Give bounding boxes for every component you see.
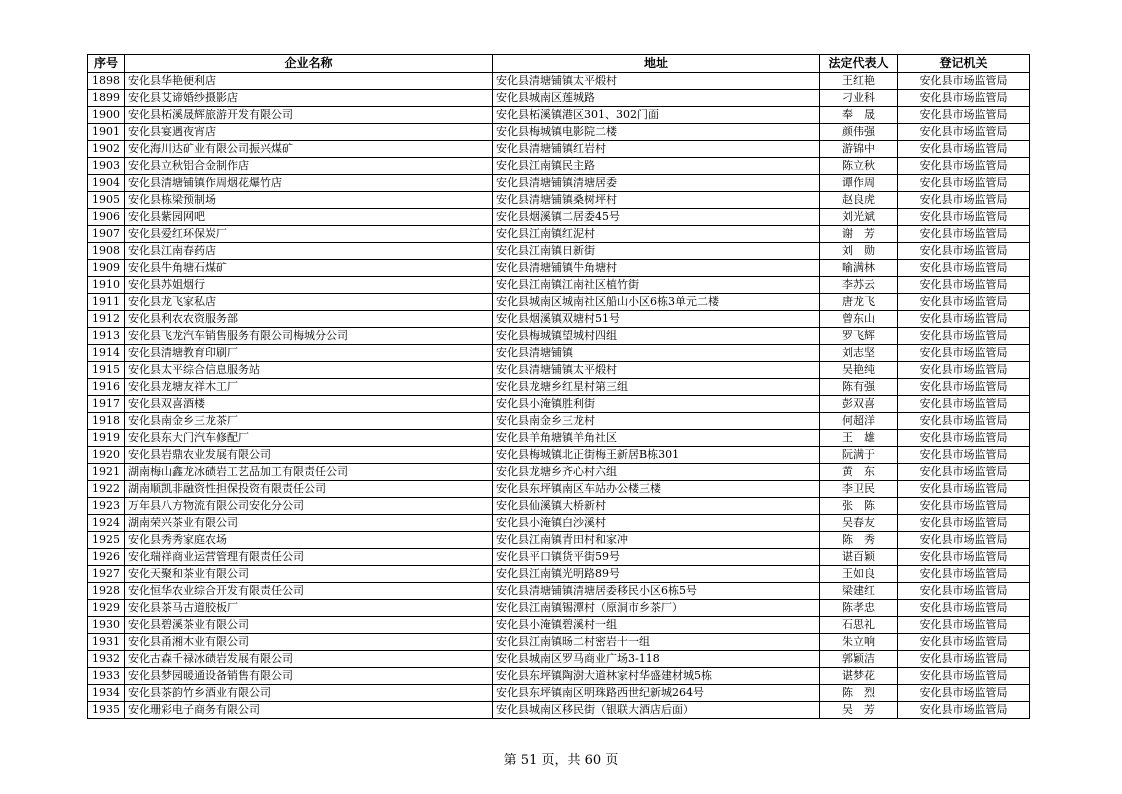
header-address: 地址 xyxy=(493,55,820,73)
cell-registration-authority: 安化县市场监管局 xyxy=(898,311,1030,328)
cell-company-name: 安化县碧溪茶业有限公司 xyxy=(125,617,493,634)
cell-legal-rep: 谌百颖 xyxy=(820,549,898,566)
table-row xyxy=(88,413,1030,430)
cell-company-name: 安化县立秋铝合金制作店 xyxy=(125,158,493,175)
table-row xyxy=(88,209,1030,226)
cell-company-name: 安化县南金乡三龙茶厂 xyxy=(125,413,493,430)
cell-company-name: 安化县太平综合信息服务站 xyxy=(125,362,493,379)
cell-address: 安化县江南镇民主路 xyxy=(493,158,820,175)
cell-address: 安化县江南镇光明路89号 xyxy=(493,566,820,583)
cell-legal-rep: 陈孝忠 xyxy=(820,600,898,617)
page-footer xyxy=(0,749,1122,768)
cell-serial: 1929 xyxy=(88,600,125,617)
cell-company-name: 安化县牛角塘石煤矿 xyxy=(125,260,493,277)
cell-address: 安化县城南区罗马商业广场3-118 xyxy=(493,651,820,668)
cell-serial: 1903 xyxy=(88,158,125,175)
table-row xyxy=(88,345,1030,362)
cell-registration-authority: 安化县市场监管局 xyxy=(898,328,1030,345)
table-row xyxy=(88,73,1030,90)
cell-legal-rep: 颜伟强 xyxy=(820,124,898,141)
table-row xyxy=(88,328,1030,345)
cell-serial: 1910 xyxy=(88,277,125,294)
cell-legal-rep: 王 雄 xyxy=(820,430,898,447)
table-row xyxy=(88,192,1030,209)
cell-legal-rep: 吴 芳 xyxy=(820,702,898,719)
cell-serial: 1930 xyxy=(88,617,125,634)
footer-suffix: 页 xyxy=(605,753,619,768)
cell-legal-rep: 阮满于 xyxy=(820,447,898,464)
cell-address: 安化县平口镇货平街59号 xyxy=(493,549,820,566)
cell-serial: 1928 xyxy=(88,583,125,600)
cell-company-name: 安化县茶韵竹乡酒业有限公司 xyxy=(125,685,493,702)
cell-address: 安化县梅城镇北正街梅王新居B栋301 xyxy=(493,447,820,464)
cell-serial: 1907 xyxy=(88,226,125,243)
cell-registration-authority: 安化县市场监管局 xyxy=(898,277,1030,294)
cell-address: 安化县江南镇锡潭村（原洞市乡茶厂） xyxy=(493,600,820,617)
cell-address: 安化县龙塘乡齐心村六组 xyxy=(493,464,820,481)
cell-address: 安化县东坪镇陶澍大道林家村华盛建材城5栋 xyxy=(493,668,820,685)
cell-serial: 1934 xyxy=(88,685,125,702)
table-row xyxy=(88,379,1030,396)
cell-registration-authority: 安化县市场监管局 xyxy=(898,124,1030,141)
cell-legal-rep: 刁业科 xyxy=(820,90,898,107)
cell-registration-authority: 安化县市场监管局 xyxy=(898,413,1030,430)
cell-address: 安化县梅城镇电影院二楼 xyxy=(493,124,820,141)
cell-legal-rep: 彭双喜 xyxy=(820,396,898,413)
cell-legal-rep: 赵良虎 xyxy=(820,192,898,209)
cell-serial: 1912 xyxy=(88,311,125,328)
cell-address: 安化县城南区莲城路 xyxy=(493,90,820,107)
footer-total-pages: 60 xyxy=(584,753,602,768)
cell-address: 安化县南金乡三龙村 xyxy=(493,413,820,430)
table-row xyxy=(88,515,1030,532)
cell-legal-rep: 刘光斌 xyxy=(820,209,898,226)
cell-serial: 1914 xyxy=(88,345,125,362)
table-row xyxy=(88,175,1030,192)
table-row xyxy=(88,294,1030,311)
cell-serial: 1916 xyxy=(88,379,125,396)
cell-legal-rep: 谭作周 xyxy=(820,175,898,192)
cell-address: 安化县清塘铺镇清塘居委 xyxy=(493,175,820,192)
cell-registration-authority: 安化县市场监管局 xyxy=(898,583,1030,600)
cell-legal-rep: 喻满林 xyxy=(820,260,898,277)
cell-serial: 1898 xyxy=(88,73,125,90)
cell-company-name: 安化县双喜酒楼 xyxy=(125,396,493,413)
cell-company-name: 安化县龙塘友祥木工厂 xyxy=(125,379,493,396)
cell-company-name: 安化县江南春药店 xyxy=(125,243,493,260)
table-body xyxy=(88,73,1030,719)
table-row xyxy=(88,702,1030,719)
cell-address: 安化县江南镇红泥村 xyxy=(493,226,820,243)
header-row xyxy=(88,55,1030,73)
table-row xyxy=(88,668,1030,685)
table-row xyxy=(88,158,1030,175)
cell-registration-authority: 安化县市场监管局 xyxy=(898,651,1030,668)
cell-legal-rep: 朱立响 xyxy=(820,634,898,651)
cell-serial: 1923 xyxy=(88,498,125,515)
cell-legal-rep: 谢 芳 xyxy=(820,226,898,243)
cell-registration-authority: 安化县市场监管局 xyxy=(898,396,1030,413)
cell-address: 安化县龙塘乡红星村第三组 xyxy=(493,379,820,396)
table-row xyxy=(88,277,1030,294)
cell-company-name: 安化县秀秀家庭农场 xyxy=(125,532,493,549)
cell-legal-rep: 王如良 xyxy=(820,566,898,583)
table-row xyxy=(88,107,1030,124)
footer-middle: 页，共 xyxy=(541,753,581,768)
cell-registration-authority: 安化县市场监管局 xyxy=(898,668,1030,685)
cell-address: 安化县清塘铺镇太平煅村 xyxy=(493,73,820,90)
cell-address: 安化县清塘铺镇牛角塘村 xyxy=(493,260,820,277)
cell-serial: 1926 xyxy=(88,549,125,566)
cell-address: 安化县城南区城南社区船山小区6栋3单元二楼 xyxy=(493,294,820,311)
cell-legal-rep: 李卫民 xyxy=(820,481,898,498)
cell-company-name: 安化县清塘铺镇作周烟花爆竹店 xyxy=(125,175,493,192)
cell-registration-authority: 安化县市场监管局 xyxy=(898,634,1030,651)
cell-legal-rep: 吴艳纯 xyxy=(820,362,898,379)
cell-serial: 1919 xyxy=(88,430,125,447)
cell-company-name: 安化海川达矿业有限公司振兴煤矿 xyxy=(125,141,493,158)
cell-registration-authority: 安化县市场监管局 xyxy=(898,379,1030,396)
cell-legal-rep: 郭颖洁 xyxy=(820,651,898,668)
cell-registration-authority: 安化县市场监管局 xyxy=(898,600,1030,617)
cell-company-name: 安化县华艳便利店 xyxy=(125,73,493,90)
cell-legal-rep: 吴春友 xyxy=(820,515,898,532)
cell-serial: 1924 xyxy=(88,515,125,532)
cell-legal-rep: 陈 秀 xyxy=(820,532,898,549)
cell-registration-authority: 安化县市场监管局 xyxy=(898,515,1030,532)
cell-registration-authority: 安化县市场监管局 xyxy=(898,192,1030,209)
cell-company-name: 安化县柘溪晟辉旅游开发有限公司 xyxy=(125,107,493,124)
cell-address: 安化县小淹镇胜利街 xyxy=(493,396,820,413)
cell-legal-rep: 梁建红 xyxy=(820,583,898,600)
cell-address: 安化县东坪镇南区明珠路西世纪新城264号 xyxy=(493,685,820,702)
cell-address: 安化县羊角塘镇羊角社区 xyxy=(493,430,820,447)
cell-registration-authority: 安化县市场监管局 xyxy=(898,158,1030,175)
registry-table xyxy=(87,54,1030,719)
cell-registration-authority: 安化县市场监管局 xyxy=(898,226,1030,243)
cell-serial: 1927 xyxy=(88,566,125,583)
table-row xyxy=(88,90,1030,107)
table-row xyxy=(88,260,1030,277)
cell-company-name: 安化县龙飞家私店 xyxy=(125,294,493,311)
cell-serial: 1921 xyxy=(88,464,125,481)
cell-address: 安化县东坪镇南区车站办公楼三楼 xyxy=(493,481,820,498)
cell-serial: 1909 xyxy=(88,260,125,277)
cell-serial: 1920 xyxy=(88,447,125,464)
cell-registration-authority: 安化县市场监管局 xyxy=(898,464,1030,481)
cell-company-name: 安化珊彩电子商务有限公司 xyxy=(125,702,493,719)
table-row xyxy=(88,464,1030,481)
cell-legal-rep: 奉 晟 xyxy=(820,107,898,124)
cell-serial: 1918 xyxy=(88,413,125,430)
cell-company-name: 安化瑞祥商业运营管理有限责任公司 xyxy=(125,549,493,566)
cell-company-name: 湖南荣兴茶业有限公司 xyxy=(125,515,493,532)
cell-legal-rep: 王红艳 xyxy=(820,73,898,90)
cell-company-name: 湖南梅山鑫龙冰碛岩工艺品加工有限责任公司 xyxy=(125,464,493,481)
cell-address: 安化县清塘铺镇太平煅村 xyxy=(493,362,820,379)
cell-legal-rep: 黄 东 xyxy=(820,464,898,481)
table-row xyxy=(88,311,1030,328)
cell-serial: 1905 xyxy=(88,192,125,209)
cell-serial: 1917 xyxy=(88,396,125,413)
table-row xyxy=(88,124,1030,141)
cell-company-name: 安化县清塘教育印刷厂 xyxy=(125,345,493,362)
cell-registration-authority: 安化县市场监管局 xyxy=(898,73,1030,90)
cell-registration-authority: 安化县市场监管局 xyxy=(898,617,1030,634)
table-row xyxy=(88,600,1030,617)
cell-company-name: 万年县八方物流有限公司安化分公司 xyxy=(125,498,493,515)
cell-company-name: 安化县宴遇夜宵店 xyxy=(125,124,493,141)
header-legal-rep: 法定代表人 xyxy=(820,55,898,73)
cell-company-name: 湖南顺凯非融资性担保投资有限责任公司 xyxy=(125,481,493,498)
table-row xyxy=(88,226,1030,243)
cell-legal-rep: 张 陈 xyxy=(820,498,898,515)
cell-serial: 1931 xyxy=(88,634,125,651)
cell-legal-rep: 刘 勋 xyxy=(820,243,898,260)
cell-company-name: 安化县东大门汽车修配厂 xyxy=(125,430,493,447)
footer-prefix: 第 xyxy=(503,753,517,768)
cell-address: 安化县清塘铺镇红岩村 xyxy=(493,141,820,158)
cell-address: 安化县清塘铺镇 xyxy=(493,345,820,362)
cell-company-name: 安化县紫园网吧 xyxy=(125,209,493,226)
cell-company-name: 安化县利农农资服务部 xyxy=(125,311,493,328)
cell-legal-rep: 谌梦花 xyxy=(820,668,898,685)
cell-address: 安化县江南镇日新街 xyxy=(493,243,820,260)
table-row xyxy=(88,481,1030,498)
cell-registration-authority: 安化县市场监管局 xyxy=(898,260,1030,277)
cell-registration-authority: 安化县市场监管局 xyxy=(898,243,1030,260)
cell-registration-authority: 安化县市场监管局 xyxy=(898,498,1030,515)
table-row xyxy=(88,685,1030,702)
cell-registration-authority: 安化县市场监管局 xyxy=(898,294,1030,311)
cell-registration-authority: 安化县市场监管局 xyxy=(898,90,1030,107)
cell-address: 安化县江南镇江南社区植竹街 xyxy=(493,277,820,294)
cell-company-name: 安化县栋梁预制场 xyxy=(125,192,493,209)
cell-serial: 1900 xyxy=(88,107,125,124)
table-row xyxy=(88,549,1030,566)
cell-address: 安化县烟溪镇二居委45号 xyxy=(493,209,820,226)
cell-legal-rep: 陈 烈 xyxy=(820,685,898,702)
cell-address: 安化县柘溪镇港区301、302门面 xyxy=(493,107,820,124)
cell-registration-authority: 安化县市场监管局 xyxy=(898,685,1030,702)
cell-serial: 1908 xyxy=(88,243,125,260)
cell-company-name: 安化县飞龙汽车销售服务有限公司梅城分公司 xyxy=(125,328,493,345)
cell-address: 安化县仙溪镇大桥新村 xyxy=(493,498,820,515)
cell-legal-rep: 李苏云 xyxy=(820,277,898,294)
table-row xyxy=(88,634,1030,651)
table-row xyxy=(88,617,1030,634)
cell-company-name: 安化古森千禄冰碛岩发展有限公司 xyxy=(125,651,493,668)
cell-legal-rep: 何超洋 xyxy=(820,413,898,430)
cell-company-name: 安化县岩鼎农业发展有限公司 xyxy=(125,447,493,464)
cell-company-name: 安化恒华农业综合开发有限责任公司 xyxy=(125,583,493,600)
cell-serial: 1899 xyxy=(88,90,125,107)
cell-serial: 1932 xyxy=(88,651,125,668)
cell-serial: 1902 xyxy=(88,141,125,158)
cell-company-name: 安化县茶马古道胶板厂 xyxy=(125,600,493,617)
cell-registration-authority: 安化县市场监管局 xyxy=(898,481,1030,498)
cell-registration-authority: 安化县市场监管局 xyxy=(898,532,1030,549)
cell-registration-authority: 安化县市场监管局 xyxy=(898,209,1030,226)
table-row xyxy=(88,362,1030,379)
cell-company-name: 安化县梦园暖通设备销售有限公司 xyxy=(125,668,493,685)
cell-legal-rep: 曾东山 xyxy=(820,311,898,328)
cell-company-name: 安化县艾谛婚纱摄影店 xyxy=(125,90,493,107)
cell-registration-authority: 安化县市场监管局 xyxy=(898,430,1030,447)
cell-company-name: 安化天聚和茶业有限公司 xyxy=(125,566,493,583)
cell-serial: 1922 xyxy=(88,481,125,498)
cell-serial: 1901 xyxy=(88,124,125,141)
table-row xyxy=(88,498,1030,515)
cell-registration-authority: 安化县市场监管局 xyxy=(898,447,1030,464)
cell-serial: 1913 xyxy=(88,328,125,345)
cell-serial: 1911 xyxy=(88,294,125,311)
cell-registration-authority: 安化县市场监管局 xyxy=(898,566,1030,583)
cell-company-name: 安化县爱红环保炭厂 xyxy=(125,226,493,243)
cell-serial: 1906 xyxy=(88,209,125,226)
header-serial: 序号 xyxy=(88,55,125,73)
cell-address: 安化县烟溪镇双塘村51号 xyxy=(493,311,820,328)
cell-serial: 1933 xyxy=(88,668,125,685)
table-row xyxy=(88,532,1030,549)
cell-address: 安化县清塘铺镇桑树坪村 xyxy=(493,192,820,209)
cell-registration-authority: 安化县市场监管局 xyxy=(898,362,1030,379)
cell-registration-authority: 安化县市场监管局 xyxy=(898,549,1030,566)
cell-company-name: 安化县苏姐烟行 xyxy=(125,277,493,294)
cell-registration-authority: 安化县市场监管局 xyxy=(898,141,1030,158)
table-row xyxy=(88,430,1030,447)
cell-legal-rep: 陈有强 xyxy=(820,379,898,396)
cell-address: 安化县小淹镇白沙溪村 xyxy=(493,515,820,532)
header-company-name: 企业名称 xyxy=(125,55,493,73)
cell-company-name: 安化县甬湘木业有限公司 xyxy=(125,634,493,651)
table-row xyxy=(88,583,1030,600)
footer-page-number: 51 xyxy=(520,753,538,768)
cell-address: 安化县梅城镇望城村四组 xyxy=(493,328,820,345)
cell-legal-rep: 唐龙飞 xyxy=(820,294,898,311)
table-row xyxy=(88,396,1030,413)
cell-registration-authority: 安化县市场监管局 xyxy=(898,175,1030,192)
cell-address: 安化县小淹镇碧溪村一组 xyxy=(493,617,820,634)
cell-legal-rep: 陈立秋 xyxy=(820,158,898,175)
cell-legal-rep: 石思礼 xyxy=(820,617,898,634)
table-row xyxy=(88,566,1030,583)
table-row xyxy=(88,141,1030,158)
cell-registration-authority: 安化县市场监管局 xyxy=(898,345,1030,362)
cell-legal-rep: 游锦中 xyxy=(820,141,898,158)
cell-serial: 1915 xyxy=(88,362,125,379)
table-row xyxy=(88,651,1030,668)
header-registration-authority: 登记机关 xyxy=(898,55,1030,73)
table-row xyxy=(88,243,1030,260)
cell-serial: 1925 xyxy=(88,532,125,549)
cell-registration-authority: 安化县市场监管局 xyxy=(898,702,1030,719)
cell-address: 安化县城南区移民街（银联大酒店后面） xyxy=(493,702,820,719)
cell-legal-rep: 罗飞辉 xyxy=(820,328,898,345)
cell-address: 安化县江南镇旸二村密岩十一组 xyxy=(493,634,820,651)
cell-serial: 1935 xyxy=(88,702,125,719)
table-row xyxy=(88,447,1030,464)
cell-legal-rep: 刘志坚 xyxy=(820,345,898,362)
cell-address: 安化县江南镇青田村和家冲 xyxy=(493,532,820,549)
cell-serial: 1904 xyxy=(88,175,125,192)
cell-registration-authority: 安化县市场监管局 xyxy=(898,107,1030,124)
cell-address: 安化县清塘铺镇清塘居委移民小区6栋5号 xyxy=(493,583,820,600)
